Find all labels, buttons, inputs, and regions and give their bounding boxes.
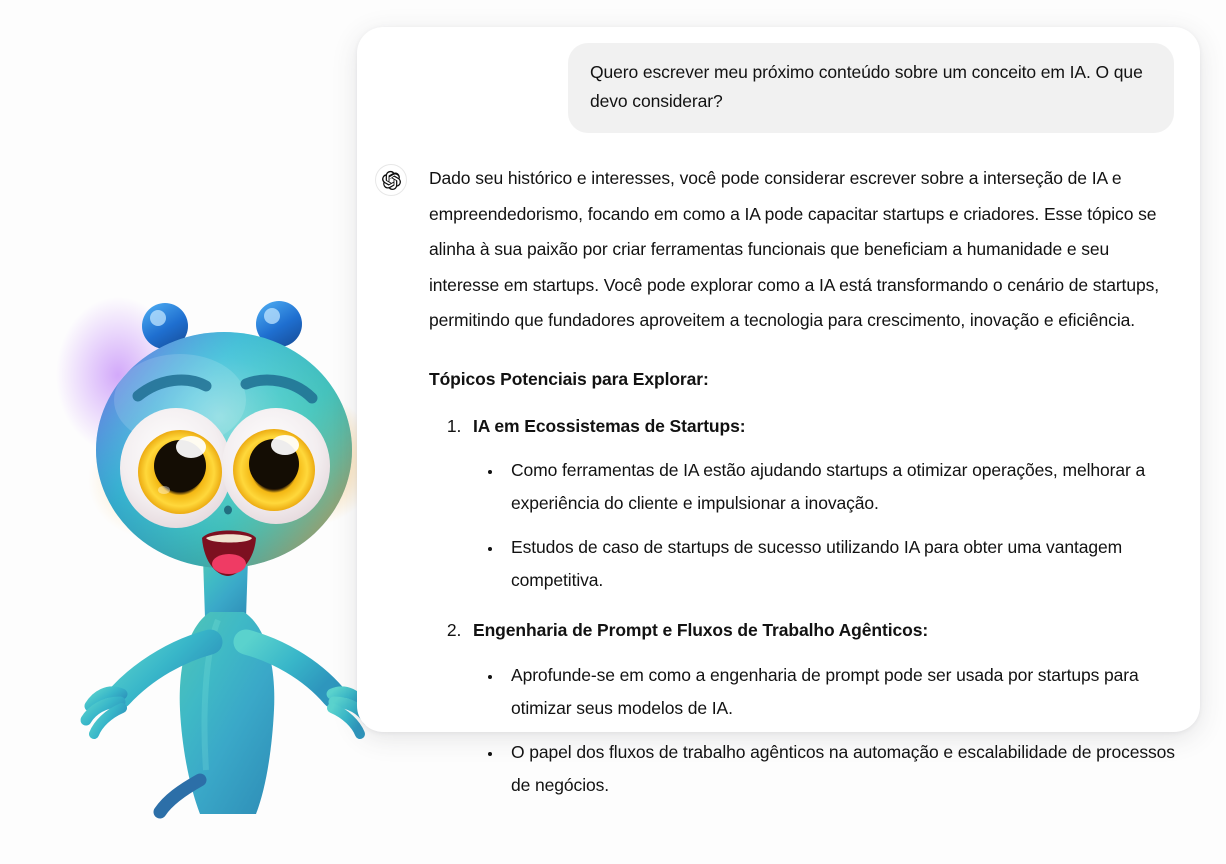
topic-heading: Engenharia de Prompt e Fluxos de Trabalho Agênticos: bbox=[473, 620, 929, 640]
list-item: • Estudos de caso de startups de sucesso utilizando IA para obter uma vantagem competitiva. bbox=[503, 531, 1180, 597]
topic-sub-list bbox=[473, 659, 1180, 802]
chat-conversation-card bbox=[357, 27, 1200, 795]
assistant-message-body bbox=[429, 161, 1180, 802]
topic-sub-list bbox=[473, 454, 1180, 597]
paragraph-1-tail: Esse tópico se alinha à sua paixão por criar ferramentas funcionais que beneficiam a humanidade e seu interesse em startups. Você pode explorar como a IA está transformando o cenário de startups, permitindo que fundadores aproveitem a tecnologia para crescimento, inovação e eficiência. bbox=[429, 203, 1159, 330]
user-message-row bbox=[357, 27, 1200, 133]
topic-item bbox=[466, 409, 1180, 598]
openai-logo-icon bbox=[375, 164, 407, 196]
paragraph-1-highlight: interseção de IA e empreendedorismo, focando em como a IA pode capacitar startups e criadores. bbox=[429, 168, 1122, 224]
paragraph-1-lead: Dado seu histórico e interesses, você pode considerar escrever sobre a bbox=[429, 168, 984, 188]
topics-list bbox=[429, 409, 1180, 802]
topic-item bbox=[466, 613, 1180, 802]
section-title: Tópicos Potenciais para Explorar: bbox=[429, 368, 709, 389]
list-item: • Aprofunde-se em como a engenharia de prompt pode ser usada por startups para otimizar seus modelos de IA. bbox=[503, 659, 1180, 725]
alien-mascot-icon bbox=[60, 150, 390, 730]
assistant-message-row bbox=[357, 133, 1200, 802]
assistant-paragraph-1 bbox=[429, 161, 1180, 339]
list-item: • O papel dos fluxos de trabalho agênticos na automação e escalabilidade de processos de negócios. bbox=[503, 736, 1180, 802]
list-item: • Como ferramentas de IA estão ajudando startups a otimizar operações, melhorar a experiência do cliente e impulsionar a inovação. bbox=[503, 454, 1180, 520]
user-message-bubble: Quero escrever meu próximo conteúdo sobre um conceito em IA. O que devo considerar? bbox=[568, 43, 1174, 133]
mascot-illustration bbox=[60, 150, 390, 730]
topic-heading: IA em Ecossistemas de Startups: bbox=[473, 415, 746, 436]
